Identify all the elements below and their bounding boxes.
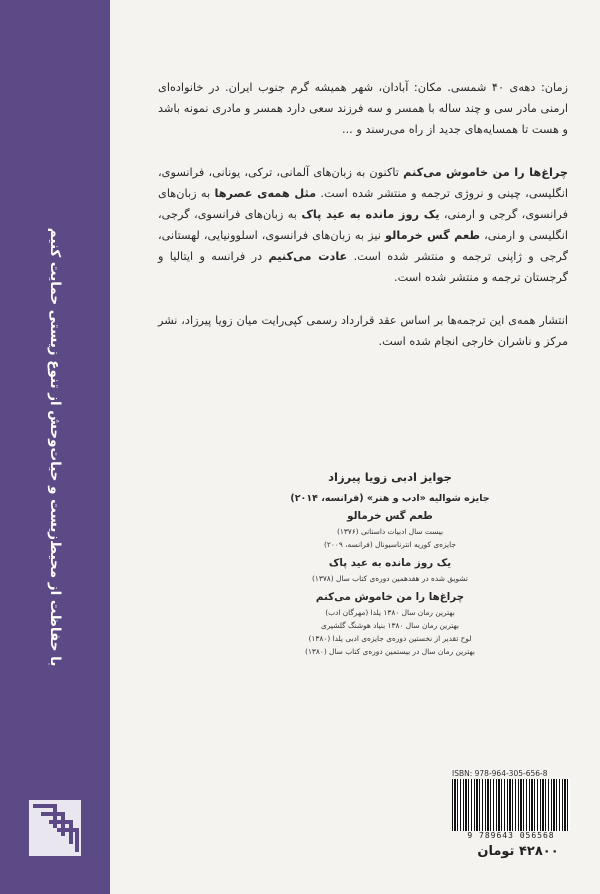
barcode-icon (452, 779, 570, 831)
translations-text-5: در فرانسه و ایتالیا و گرجستان ترجمه و منتشر شده است. (158, 250, 568, 284)
award-book-title: طعم گس خرمالو (347, 510, 433, 522)
book-title-adat: عادت می‌کنیم (268, 250, 348, 263)
award-line: تشویق شده در هفدهمین دوره‌ی کتاب سال (۱۳۷۸) (311, 574, 468, 583)
spine-slogan: با حفاظت از محیط‌زیست و حیات‌وحش از تنوع زیستی حمایت کنیم (47, 227, 63, 667)
translations-text-4: نیز به زبان‌های فرانسوی، اسلوونیایی، لهستانی، گرجی و ژاپنی ترجمه و منتشر شده است. (158, 229, 568, 263)
translations-paragraph (158, 162, 568, 288)
award-line: بهترین رمان سال ۱۳۸۰ بنیاد هوشنگ گلشیری (321, 621, 459, 630)
award-line: بیست سال ادبیات داستانی (۱۳۷۶) (336, 527, 444, 536)
purple-spine (0, 0, 110, 894)
barcode-digits: 9 789643 056568 (467, 831, 555, 840)
book-title-tam: طعم گس خرمالو (385, 229, 481, 242)
award-line: بهترین رمان سال در بیستمین دوره‌ی کتاب سال (۱۳۸۰) (305, 647, 475, 656)
award-line: لوح تقدیر از نخستین دوره‌ی جایزه‌ی ادبی یلدا (۱۳۸۰) (308, 634, 472, 643)
book-title-mesl: مثل همه‌ی عصرها (214, 187, 317, 200)
translations-text-1: تاکنون به زبان‌های آلمانی، ترکی، یونانی، فرانسوی، انگلیسی، چینی و نروژی ترجمه و منتشر شده است. (158, 166, 568, 200)
synopsis-paragraph-1: زمان: دهه‌ی ۴۰ شمسی. مکان: آبادان، شهر همیشه گرم جنوب ایران. در خانواده‌ای ارمنی مادر سی و چند ساله با همسر و سه فرزند سعی دارد همسر و مادری نمونه باشد و هست تا همسایه‌های جدید از راه می‌رسند و ... (158, 81, 568, 136)
translations-text-3: به زبان‌های فرانسوی، گرجی، انگلیسی و ارمنی، (158, 208, 568, 242)
award-book-title: یک روز مانده به عید پاک (328, 557, 452, 569)
publisher-logo-icon (27, 798, 83, 858)
book-title-yekrooz: یک روز مانده به عید پاک (301, 208, 440, 221)
chevalier-award: جایزه شوالیه «ادب و هنر» (فرانسه، ۲۰۱۴) (290, 493, 490, 504)
synopsis (158, 77, 568, 374)
isbn-label: ISBN: 978-964-305-656-8 (452, 769, 548, 778)
award-book-title: چراغ‌ها را من خاموش می‌کنم (315, 591, 465, 603)
awards-section (290, 470, 490, 658)
translations-text-2: به زبان‌های فرانسوی، گرجی و ارمنی، (158, 187, 568, 221)
book-title-cheragh: چراغ‌ها را من خاموش می‌کنم (403, 166, 568, 179)
award-line: بهترین رمان سال ۱۳۸۰ یلدا (مهرگان ادب) (325, 608, 455, 617)
copyright-paragraph: انتشار همه‌ی این ترجمه‌ها بر اساس عقد قرارداد رسمی کپی‌رایت میان زویا پیرزاد، نشر مرکز و ناشران خارجی انجام شده است. (158, 314, 568, 348)
award-line: جایزه‌ی کوریه انترناسیونال (فرانسه، ۲۰۰۹) (324, 540, 456, 549)
awards-title: جوایز ادبی زویا پیرزاد (328, 470, 452, 484)
price-label: ۴۲۸۰۰ تومان (477, 844, 559, 859)
